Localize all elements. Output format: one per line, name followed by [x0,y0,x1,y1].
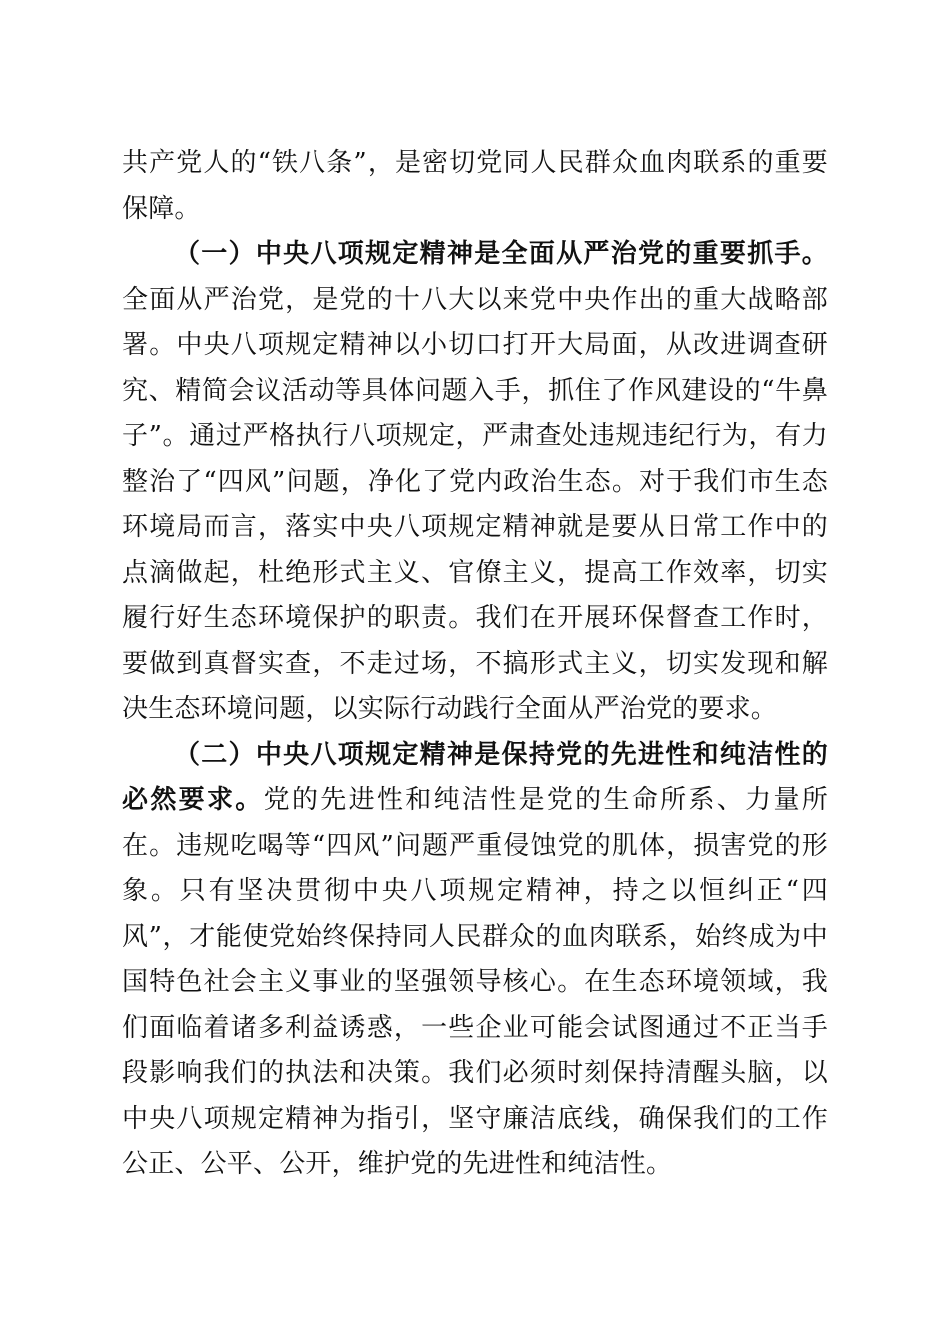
section-body-1: 全面从严治党，是党的十八大以来党中央作出的重大战略部署。中央八项规定精神以小切口打开大局面，从改进调查研究、精简会议活动等具体问题入手，抓住了作风建设的“牛鼻子”。通过严格执行八项规定，严肃查处违规违纪行为，有力整治了“四风”问题，净化了党内政治生态。对于我们市生态环境局而言，落实中央八项规定精神就是要从日常工作中的点滴做起，杜绝形式主义、官僚主义，提高工作效率，切实履行好生态环境保护的职责。我们在开展环保督查工作时，要做到真督实查，不走过场，不搞形式主义，切实发现和解决生态环境问题，以实际行动践行全面从严治党的要求。 [122,284,828,724]
section-body-2: 党的先进性和纯洁性是党的生命所系、力量所在。违规吃喝等“四风”问题严重侵蚀党的肌体，损害党的形象。只有坚决贯彻中央八项规定精神，持之以恒纠正“四风”，才能使党始终保持同人民群众的血肉联系，始终成为中国特色社会主义事业的坚强领导核心。在生态环境领域，我们面临着诸多利益诱惑，一些企业可能会试图通过不正当手段影响我们的执法和决策。我们必须时刻保持清醒头脑，以中央八项规定精神为指引，坚守廉洁底线，确保我们的工作公正、公平、公开，维护党的先进性和纯洁性。 [122,785,828,1179]
section-heading-2: （二）中央八项规定精神是保持党的先进性和纯洁性的必然要求。 [122,739,828,815]
section-paragraph-2 [122,733,828,1188]
section-heading-1: （一）中央八项规定精神是全面从严治党的重要抓手。 [174,239,828,269]
paragraph-continuation [122,141,828,232]
section-paragraph-1 [122,232,828,733]
paragraph-text: 共产党人的“铁八条”，是密切党同人民群众血肉联系的重要保障。 [122,148,828,224]
document-body [122,141,828,1188]
